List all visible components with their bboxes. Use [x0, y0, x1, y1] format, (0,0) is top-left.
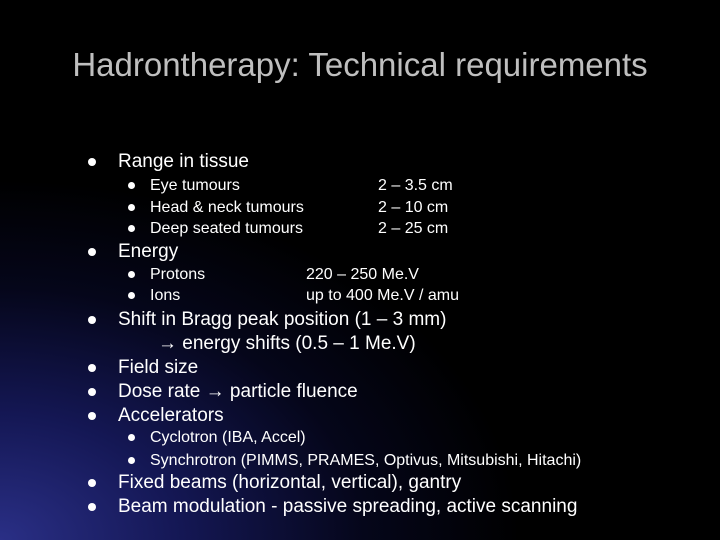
bullet-dot — [88, 364, 96, 372]
sub-bullet-dot — [128, 434, 135, 441]
sub-item-label: Synchrotron (PIMMS, PRAMES, Optivus, Mitsubishi, Hitachi) — [150, 452, 582, 469]
sub-item-label: Ions — [150, 287, 181, 304]
sub-item-label: Eye tumours — [150, 177, 240, 194]
sub-item-value: 2 – 10 cm — [378, 199, 449, 216]
sub-bullet-dot — [128, 457, 135, 464]
sub-item-label: Protons — [150, 266, 206, 283]
sub-item-label: Deep seated tumours — [150, 220, 303, 237]
sub-item-value: 2 – 3.5 cm — [378, 177, 453, 194]
bullet-text: Shift in Bragg peak position (1 – 3 mm) — [118, 309, 447, 330]
sub-item-label: Cyclotron (IBA, Accel) — [150, 429, 306, 446]
sub-bullet-dot — [128, 292, 135, 299]
bullet-text: Field size — [118, 357, 199, 378]
bullet-dot — [88, 248, 96, 256]
bullet-text: Energy — [118, 241, 179, 262]
bullet-dot — [88, 388, 96, 396]
bullet-dot — [88, 503, 96, 511]
bullet-text: Accelerators — [118, 405, 224, 426]
sub-item-value: up to 400 Me.V / amu — [306, 287, 459, 304]
sub-item-value: 220 – 250 Me.V — [306, 266, 419, 283]
bullet-continuation: → energy shifts (0.5 – 1 Me.V) — [158, 333, 416, 354]
bullet-dot — [88, 412, 96, 420]
sub-item-label: Head & neck tumours — [150, 199, 304, 216]
bullet-dot — [88, 316, 96, 324]
bullet-text: Fixed beams (horizontal, vertical), gantry — [118, 472, 462, 493]
sub-bullet-dot — [128, 204, 135, 211]
bullet-text: Range in tissue — [118, 151, 249, 172]
slide-title: Hadrontherapy: Technical requirements — [72, 46, 648, 83]
bullet-dot — [88, 158, 96, 166]
sub-bullet-dot — [128, 182, 135, 189]
bullet-dot — [88, 479, 96, 487]
sub-item-value: 2 – 25 cm — [378, 220, 449, 237]
bullet-text: Beam modulation - passive spreading, active scanning — [118, 496, 578, 517]
bullet-text: Dose rate → particle fluence — [118, 381, 358, 402]
sub-bullet-dot — [128, 271, 135, 278]
sub-bullet-dot — [128, 225, 135, 232]
